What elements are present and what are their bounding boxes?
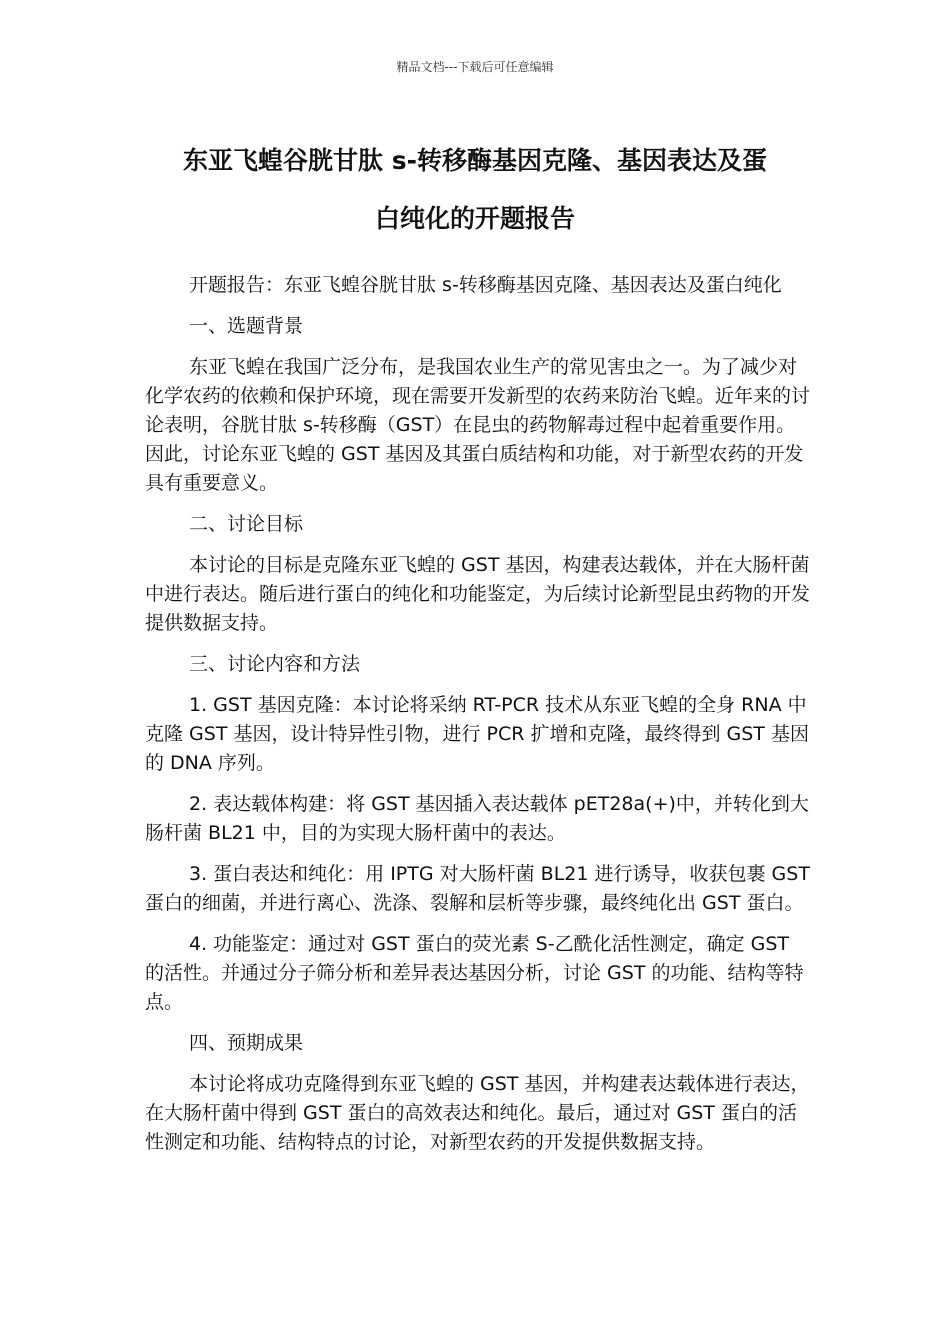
intro-paragraph: 开题报告：东亚飞蝗谷胱甘肽 s-转移酶基因克隆、基因表达及蛋白纯化 [189, 274, 782, 296]
method-item-4: 4. 功能鉴定：通过对 GST 蛋白的荧光素 S-乙酰化活性测定，确定 GST 的活性。并通过分子筛分析和差异表达基因分析，讨论 GST 的功能、结构等特点。 [145, 933, 804, 1013]
objectives-paragraph: 本讨论的目标是克隆东亚飞蝗的 GST 基因，构建表达载体，并在大肠杆菌中进行表达。随后进行蛋白的纯化和功能鉴定，为后续讨论新型昆虫药物的开发提供数据支持。 [145, 554, 811, 634]
document-title-line-2: 白纯化的开题报告 [374, 204, 575, 233]
section-heading-background: 一、选题背景 [189, 315, 304, 337]
document-title [130, 132, 820, 248]
section-heading-objectives: 二、讨论目标 [189, 513, 304, 535]
document-title-line-1: 东亚飞蝗谷胱甘肽 s-转移酶基因克隆、基因表达及蛋 [183, 146, 767, 175]
method-item-3: 3. 蛋白表达和纯化：用 IPTG 对大肠杆菌 BL21 进行诱导，收获包裹 GST 蛋白的细菌，并进行离心、洗涤、裂解和层析等步骤，最终纯化出 GST 蛋白。 [145, 863, 810, 914]
method-item-1: 1. GST 基因克隆：本讨论将采纳 RT-PCR 技术从东亚飞蝗的全身 RNA 中克隆 GST 基因，设计特异性引物，进行 PCR 扩增和克隆，最终得到 GST 基因的 DNA 序列。 [145, 694, 809, 774]
outcomes-paragraph: 本讨论将成功克隆得到东亚飞蝗的 GST 基因，并构建表达载体进行表达，在大肠杆菌中得到 GST 蛋白的高效表达和纯化。最后，通过对 GST 蛋白的活性测定和功能、结构特点的讨论，对新型农药的开发提供数据支持。 [145, 1073, 810, 1153]
header-note: 精品文档---下载后可任意编辑 [396, 60, 554, 74]
method-item-2: 2. 表达载体构建：将 GST 基因插入表达载体 pET28a(+)中，并转化到大肠杆菌 BL21 中，目的为实现大肠杆菌中的表达。 [145, 793, 809, 844]
background-paragraph: 东亚飞蝗在我国广泛分布，是我国农业生产的常见害虫之一。为了减少对化学农药的依赖和保护环境，现在需要开发新型的农药来防治飞蝗。近年来的讨论表明，谷胱甘肽 s-转移酶（GST）在昆虫的药物解毒过程中起着重要作用。因此，讨论东亚飞蝗的 GST 基因及其蛋白质结构和功能，对于新型农药的开发具有重要意义。 [145, 356, 811, 494]
section-heading-outcomes: 四、预期成果 [189, 1032, 304, 1054]
document-body [145, 271, 810, 1169]
section-heading-methods: 三、讨论内容和方法 [189, 653, 361, 675]
